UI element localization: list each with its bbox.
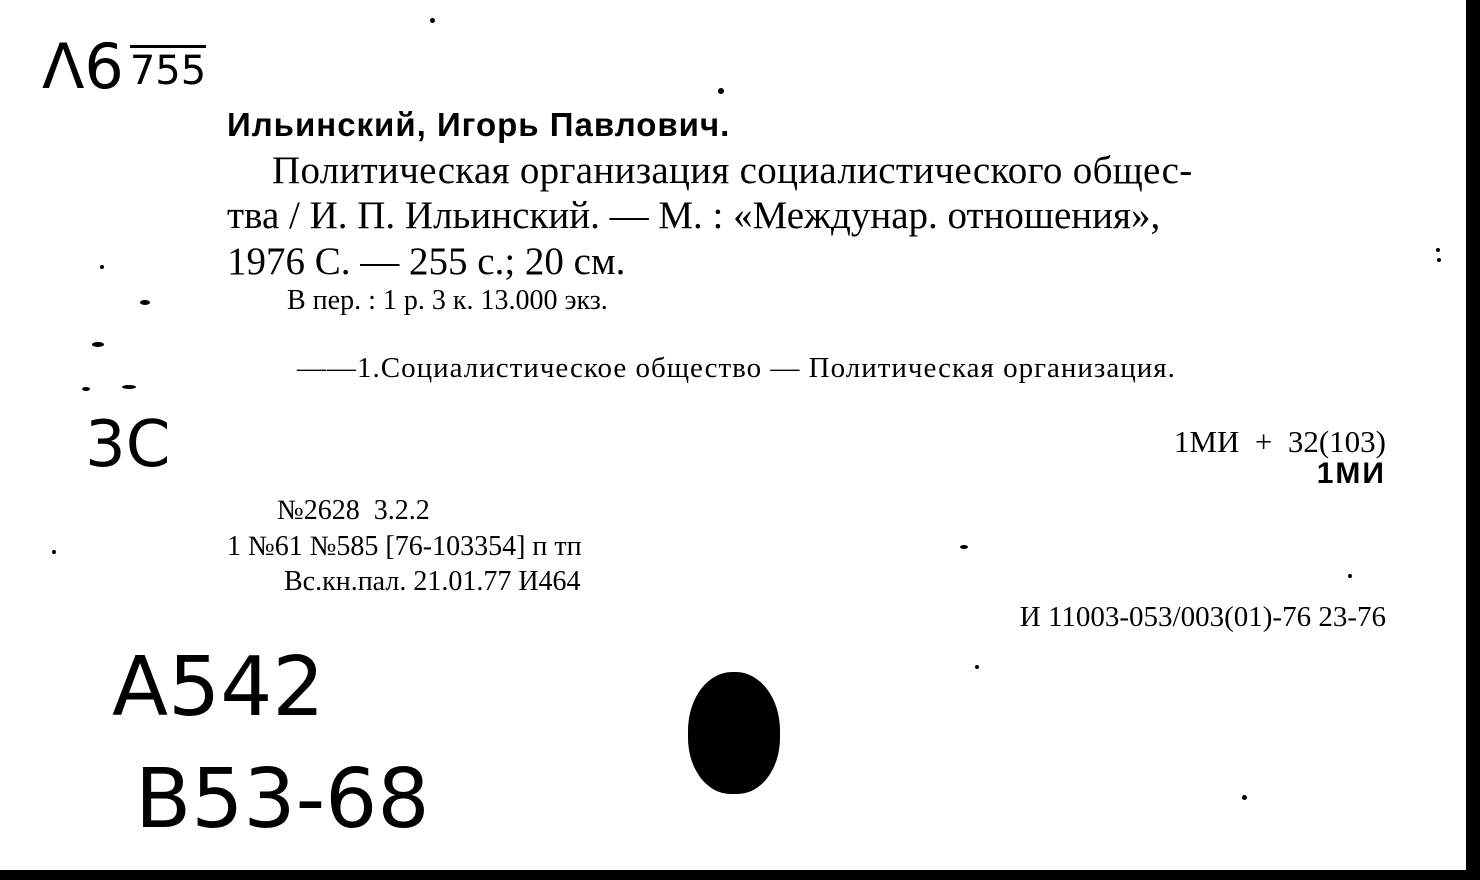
number-line-1: №2628 3.2.2 [277,495,430,526]
handwritten-mark-b53: B53-68 [135,752,430,847]
noise-speck [1348,574,1352,578]
noise-speck [82,387,90,391]
noise-speck [92,342,104,347]
catalog-code: И 11003-053/003(01)-76 23-76 [1019,601,1386,633]
classification-line-1: 1МИ + 32(103) [1173,424,1386,459]
classification-line-2: 1МИ [1316,457,1386,490]
noise-speck [718,88,724,94]
handwritten-mark-3c: 3C [85,408,171,482]
noise-speck [1242,795,1247,800]
noise-speck [52,550,56,554]
handwritten-mark-a542: A542 [112,640,325,735]
noise-speck [1437,258,1441,262]
noise-speck [140,300,150,305]
noise-speck [100,265,104,269]
subject-heading: ——1.Социалистическое общество — Политическая организация. [297,352,1176,384]
author-heading: Ильинский, Игорь Павлович. [227,106,731,143]
number-line-3: Вс.кн.пал. 21.01.77 И464 [284,566,581,597]
title-line-2: тва / И. П. Ильинский. — М. : «Междунар. отношения», [227,194,1161,237]
noise-speck [1436,248,1440,252]
noise-speck [122,385,136,389]
title-line-1: Политическая организация социалистического общес- [272,149,1193,192]
punch-hole [688,672,780,794]
handwritten-shelf-mark [42,30,206,103]
title-line-3: 1976 С. — 255 с.; 20 см. [227,240,626,283]
noise-speck [430,18,435,23]
price-line: В пер. : 1 р. 3 к. 13.000 экз. [287,285,608,316]
noise-speck [960,545,968,549]
handwritten-shelf-mark-main: Λ6 [42,30,124,103]
noise-speck [975,665,979,669]
number-line-2: 1 №61 №585 [76-103354] п тп [227,531,582,562]
handwritten-shelf-mark-sup: 755 [130,45,206,94]
